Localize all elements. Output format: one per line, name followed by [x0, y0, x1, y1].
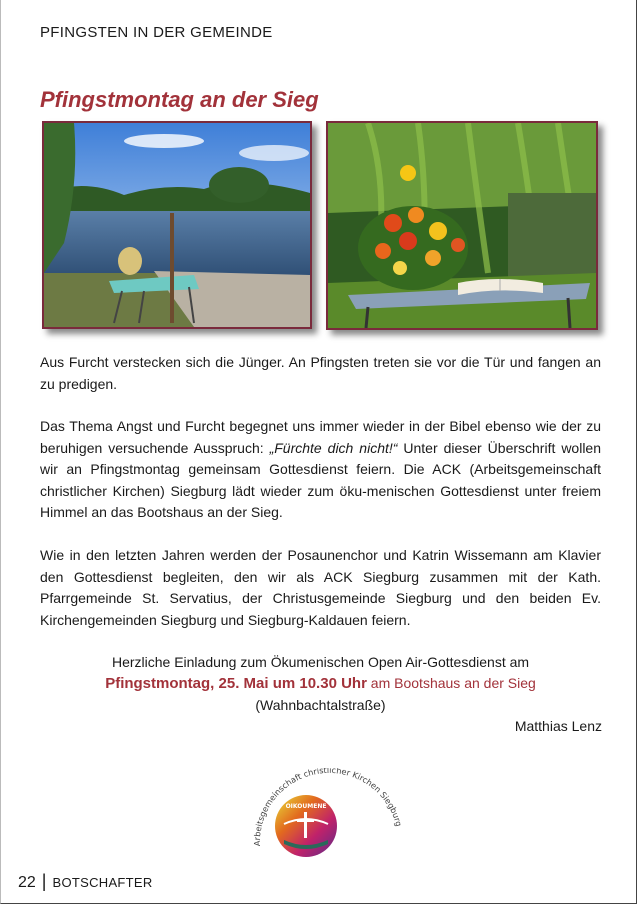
- invitation-line: Herzliche Einladung zum Ökumenischen Open Air-Gottesdienst am: [111, 654, 530, 670]
- paragraph-intro: Aus Furcht verstecken sich die Jünger. An Pfingsten treten sie vor die Tür und fangen an zu predigen.: [40, 354, 601, 392]
- invitation-place: am Bootshaus an der Sieg: [366, 675, 536, 691]
- invitation-date: Pfingstmontag, 25. Mai um 10.30 Uhr: [105, 675, 367, 692]
- article-title: Pfingstmontag an der Sieg: [40, 87, 319, 112]
- page-footer: [18, 871, 153, 892]
- footer-separator: |: [41, 871, 47, 891]
- quote-fuerchte-dich-nicht: „Fürchte dich nicht!“: [269, 439, 398, 456]
- logo-inner-text: OIKOUMENE: [285, 803, 327, 810]
- photo-bouquet-bible: [326, 121, 598, 330]
- paragraph-theme: [40, 416, 601, 524]
- paragraph-theme-text-a: Das Thema Angst und Furcht begegnet uns immer wieder in der Bibel ebenso wie der zu beruhigen versuchende Ausspruch:: [40, 418, 601, 456]
- paragraph-theme-text-b: Unter dieser Überschrift wollen wir an Pfingstmontag gemeinsam Gottesdienst feiern. Die ACK (Arbeitsgemeinschaft christlicher Kirchen) Siegburg lädt wieder zum öku-menischen Gottesdienst unter freiem Himmel an das Bootshaus an der Sieg.: [40, 439, 602, 520]
- invitation-date-place: [40, 672, 601, 695]
- logo-arc-text: Arbeitsgemeinschaft christlicher Kirchen Siegburg: [251, 768, 405, 847]
- author-name: Matthias Lenz: [514, 718, 602, 734]
- ack-siegburg-logo: [248, 768, 412, 860]
- page-number: 22: [18, 874, 36, 891]
- photo-lake-table: [42, 121, 312, 329]
- paragraph-participants: Wie in den letzten Jahren werden der Posaunenchor und Katrin Wissemann am Klavier den Gottesdienst begleiten, den wir als ACK Siegburg zusammen mit der Kath. Pfarrgemeinde St. Servatius, der Christusgemeinde Siegburg und den beiden Ev. Kirchengemeinden Siegburg und Siegburg-Kaldauen feiern.: [40, 547, 601, 628]
- invitation-street: (Wahnbachtalstraße): [255, 697, 386, 713]
- section-header: PFINGSTEN IN DER GEMEINDE: [40, 24, 273, 41]
- magazine-name: BOTSCHAFTER: [52, 875, 153, 890]
